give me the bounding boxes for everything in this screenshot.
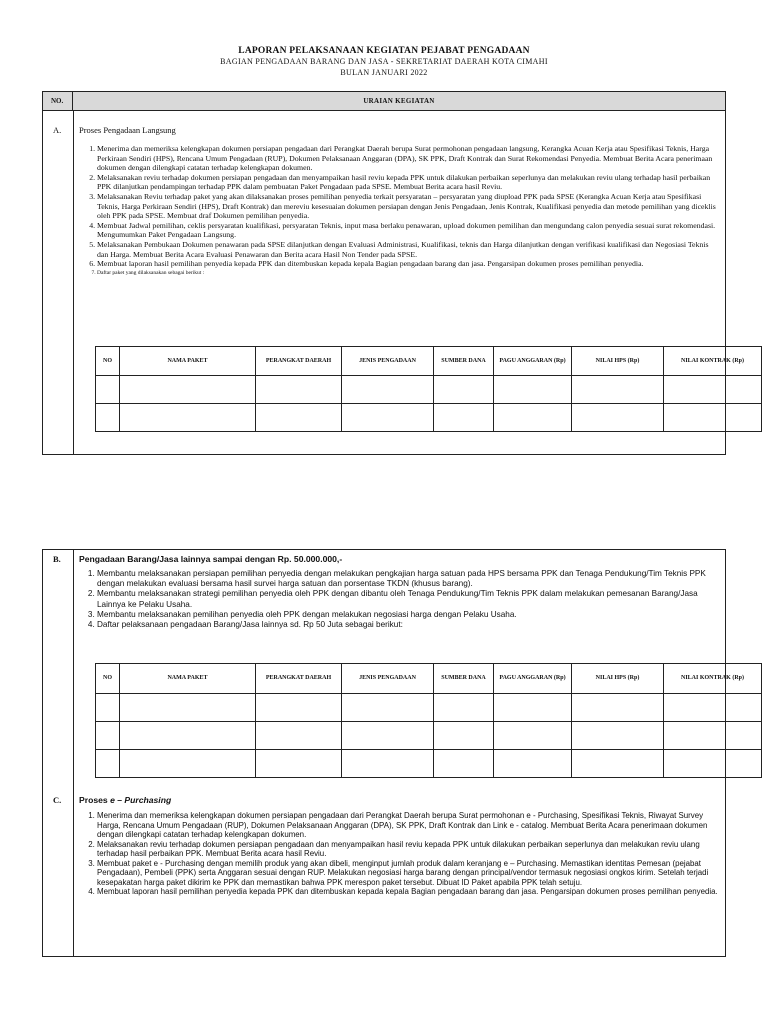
table-cell xyxy=(434,376,494,404)
section-c-list xyxy=(83,811,721,897)
table-cell xyxy=(572,376,664,404)
col-nilai-kontrak: NILAI KONTRAK (Rp) xyxy=(664,347,762,376)
table-cell xyxy=(120,750,256,778)
list-item: 3. Membuat paket e - Purchasing dengan memilih produk yang akan dibeli, menginput jumlah produk dalam keranjang e – Purchasing. Memastikan identitas Pemesan (pejabat Pengadaan), Pembeli (PPK) serta Anggaran sesuai dengan RUP. Melakukan negosiasi harga barang dengan principal/vendor termasuk negosiasi ongkos kirim. Setelah terjadi kesepakatan harga paket dikirim ke PPK dan memastikan bahwa PPK merespon paket tersebut. Dibuat ID Paket apabila PPK telah setuju. xyxy=(97,859,721,888)
col-perangkat-daerah: PERANGKAT DAERAH xyxy=(256,347,342,376)
list-item: 7. Daftar paket yang dilaksanakan sebagai berikut : xyxy=(97,269,721,279)
table-cell xyxy=(120,722,256,750)
header-uraian: URAIAN KEGIATAN xyxy=(73,92,725,110)
table-cell xyxy=(494,750,572,778)
col-no: NO xyxy=(96,664,120,694)
section-b-title: Pengadaan Barang/Jasa lainnya sampai dengan Rp. 50.000.000,- xyxy=(79,554,343,564)
list-item: 3. Melaksanakan Reviu terhadap paket yang akan dilaksanakan proses pemilihan penyedia terkait persyaratan – persyaratan yang diupload PPK pada SPSE (Kerangka Acuan Kerja atau Spesifikasi Teknis, Harga Perkiraan Sendiri (HPS), Draft Kontrak) dan mereviu kesesuaian dokumen persiapan dengan Jenis Pengadaan, Jenis Kontrak, Kualifikasi penyedia dan metode pemilihan yang diceklis oleh PPK pada SPSE. Membuat draf Dokumen pemilihan penyedia. xyxy=(97,192,721,221)
report-title: LAPORAN PELAKSANAAN KEGIATAN PEJABAT PENGADAAN xyxy=(238,46,530,56)
list-item: 4. Daftar pelaksanaan pengadaan Barang/Jasa lainnya sd. Rp 50 Juta sebagai berikut: xyxy=(97,620,721,630)
col-sumber-dana: SUMBER DANA xyxy=(434,664,494,694)
table-cell xyxy=(256,376,342,404)
section-c-title-prefix: Proses xyxy=(79,795,111,805)
col-sumber-dana: SUMBER DANA xyxy=(434,347,494,376)
col-jenis-pengadaan: JENIS PENGADAAN xyxy=(342,347,434,376)
list-item: 6. Membuat laporan hasil pemilihan penyedia kepada PPK dan ditembuskan kepada kepala Bagian pengadaan barang dan jasa. Pengarsipan dokumen proses pemilihan penyedia. xyxy=(97,259,721,269)
section-c-letter: C. xyxy=(53,795,62,805)
table-cell xyxy=(342,722,434,750)
table-cell xyxy=(120,376,256,404)
table-cell xyxy=(256,404,342,432)
table-cell xyxy=(572,694,664,722)
col-pagu-anggaran: PAGU ANGGARAN (Rp) xyxy=(494,347,572,376)
table-row xyxy=(96,722,762,750)
table-cell xyxy=(572,404,664,432)
header-no: NO. xyxy=(43,92,73,110)
list-item: 2. Melaksanakan reviu terhadap dokumen persiapan pengadaan dan menyampaikan hasil reviu kepada PPK untuk dilakukan perbaikan seperlunya dan melakukan reviu ulang terhadap hasil perbaikan PPK. Membuat Berita acara hasil Reviu. xyxy=(97,840,721,859)
table-cell xyxy=(494,376,572,404)
table-cell xyxy=(256,722,342,750)
list-item: 1. Membantu melaksanakan persiapan pemilihan penyedia dengan melakukan pengkajian harga satuan pada HPS bersama PPK dan Tenaga Pendukung/Tim Teknis PPK dengan melakukan evaluasi bersama hasil survei harga satuan dan porsentase TKDN (khusus barang). xyxy=(97,569,721,589)
col-nilai-hps: NILAI HPS (Rp) xyxy=(572,664,664,694)
table-header-row xyxy=(43,92,725,111)
table-cell xyxy=(434,722,494,750)
table-cell xyxy=(664,694,762,722)
table-cell xyxy=(342,750,434,778)
col-nama-paket: NAMA PAKET xyxy=(120,347,256,376)
table-cell xyxy=(434,694,494,722)
list-item: 1. Menerima dan memeriksa kelengkapan dokumen persiapan pengadaan dari Perangkat Daerah berupa Surat permohonan pengadaan langsung, Kerangka Acuan Kerja atau Spesifikasi Teknis, Harga Perkiraan Sendiri (HPS), Rencana Umum Pengadaan (RUP), Dokumen Pelaksanaan Anggaran (DPA), SK PPK, Draft Kontrak dan Surat Rekomendasi Penyedia. Membuat Berita Acara penerimaan dokumen dengan dilengkapi catatan terhadap kelengkapan dokumen. xyxy=(97,144,721,173)
list-item: 3. Membantu melaksanakan pemilihan penyedia oleh PPK dengan melakukan negosiasi harga dengan Pelaku Usaha. xyxy=(97,610,721,620)
col-jenis-pengadaan: JENIS PENGADAAN xyxy=(342,664,434,694)
table-cell xyxy=(342,376,434,404)
list-item: 5. Melaksanakan Pembukaan Dokumen penawaran pada SPSE dilanjutkan dengan Evaluasi Administrasi, Kualifikasi, teknis dan Harga dilanjutkan dengan verifikasi kualifikasi dan Negosiasi Teknis dan Harga. Membuat Berita Acara Evaluasi Penawaran dan Berita acara Hasil Non Tender pada SPSE. xyxy=(97,240,721,259)
col-perangkat-daerah: PERANGKAT DAERAH xyxy=(256,664,342,694)
table-cell xyxy=(256,750,342,778)
section-c-title xyxy=(79,795,171,805)
report-table-part-2 xyxy=(42,549,744,957)
table-cell xyxy=(342,694,434,722)
list-item: 1. Menerima dan memeriksa kelengkapan dokumen persiapan pengadaan dari Perangkat Daerah berupa Surat permohonan e - Purchasing, Spesifikasi Teknis, Riwayat Survey Harga, Rencana Umum Pengadaan (RUP), Dokumen Pelaksanaan Anggaran (DPA), SK PPK, Draft Kontrak dan Link e - catalog. Membuat Berita Acara penerimaan dokumen dengan dilengkapi catatan terhadap kelengkapan dokumen. xyxy=(97,811,721,840)
paket-table-a xyxy=(95,346,762,432)
table-cell xyxy=(434,404,494,432)
table-cell xyxy=(572,750,664,778)
section-a-title: Proses Pengadaan Langsung xyxy=(79,125,176,135)
col-no: NO xyxy=(96,347,120,376)
table-cell xyxy=(120,694,256,722)
list-item: 2. Membantu melaksanakan strategi pemilihan penyedia oleh PPK dengan dibantu oleh Tenaga Pendukung/Tim Teknis PPK dalam melakukan pemesanan Barang/Jasa Lainnya ke Pelaku Usaha. xyxy=(97,589,721,609)
table-cell xyxy=(96,694,120,722)
table-cell xyxy=(96,376,120,404)
table-cell xyxy=(120,404,256,432)
report-subtitle: BAGIAN PENGADAAN BARANG DAN JASA - SEKRETARIAT DAERAH KOTA CIMAHI xyxy=(220,57,548,66)
section-b-letter: B. xyxy=(53,554,61,564)
table-cell xyxy=(256,694,342,722)
section-a-list xyxy=(83,144,721,278)
section-c-title-italic: e – Purchasing xyxy=(110,795,172,805)
table-row xyxy=(96,694,762,722)
table-cell xyxy=(96,722,120,750)
table-row xyxy=(96,404,762,432)
table-cell xyxy=(664,722,762,750)
table-cell xyxy=(494,722,572,750)
paket-table-b xyxy=(95,663,762,778)
table-row xyxy=(96,347,762,376)
report-table-part-1 xyxy=(42,91,744,455)
table-cell xyxy=(434,750,494,778)
table-cell xyxy=(664,376,762,404)
table-row xyxy=(96,664,762,694)
list-item: 4. Membuat Jadwal pemilihan, ceklis persyaratan kualifikasi, persyaratan Teknis, input masa berlaku penawaran, upload dokumen pemilihan dan mengundang calon penyedia sesuai surat rekomendasi. Mengumumkan Paket Pengadaan Langsung. xyxy=(97,221,721,240)
table-cell xyxy=(664,750,762,778)
table-cell xyxy=(96,750,120,778)
col-nilai-hps: NILAI HPS (Rp) xyxy=(572,347,664,376)
table-cell xyxy=(494,404,572,432)
list-item: 2. Melaksanakan reviu terhadap dokumen persiapan pengadaan dan menyampaikan hasil reviu kepada PPK untuk dilakukan perbaikan seperlunya dan melakukan reviu ulang terhadap hasil perbaikan PPK dilanjutkan pendampingan terhadap PPK dalam pembuatan Paket Pengadaan pada SPSE. Membuat Berita acara hasil Reviu. xyxy=(97,173,721,192)
list-item: 4. Membuat laporan hasil pemilihan penyedia kepada PPK dan ditembuskan kepada kepala Bagian pengadaan barang dan jasa. Pengarsipan dokumen proses pemilihan penyedia. xyxy=(97,887,721,897)
table-row xyxy=(96,750,762,778)
table-cell xyxy=(572,722,664,750)
report-period: BULAN JANUARI 2022 xyxy=(340,68,428,77)
col-nilai-kontrak: NILAI KONTRAK (Rp) xyxy=(664,664,762,694)
table-cell xyxy=(494,694,572,722)
section-b-list xyxy=(83,569,721,630)
col-nama-paket: NAMA PAKET xyxy=(120,664,256,694)
table-cell xyxy=(664,404,762,432)
table-cell xyxy=(342,404,434,432)
column-divider xyxy=(73,550,74,956)
table-row xyxy=(96,376,762,404)
table-cell xyxy=(96,404,120,432)
section-a-letter: A. xyxy=(53,125,62,135)
col-pagu-anggaran: PAGU ANGGARAN (Rp) xyxy=(494,664,572,694)
column-divider xyxy=(73,110,74,454)
